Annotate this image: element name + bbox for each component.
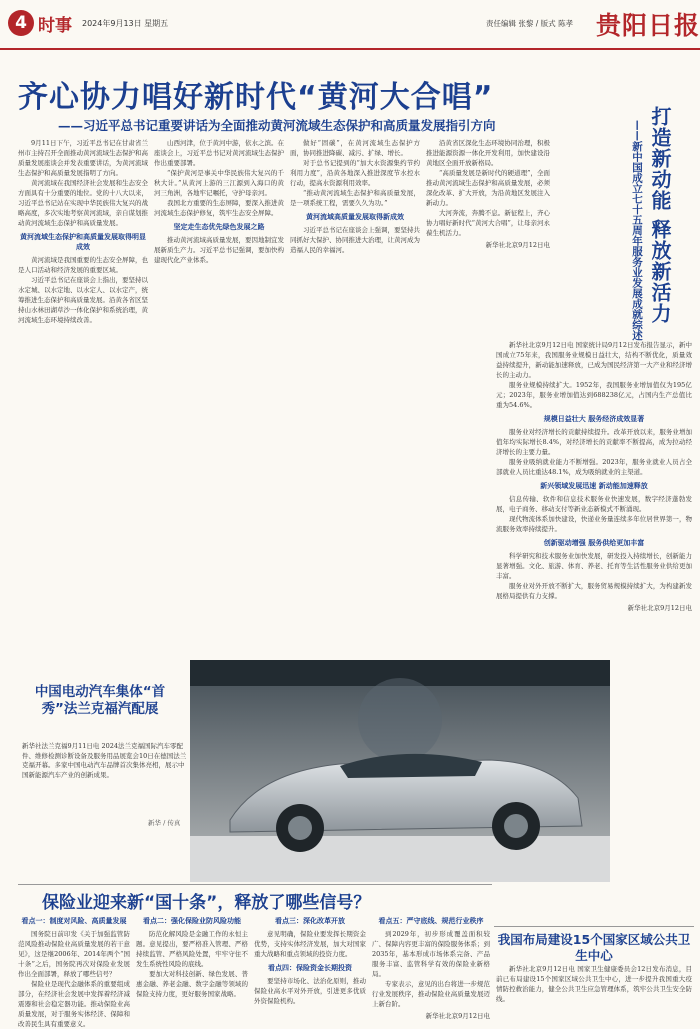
newspaper-masthead: 贵阳日报 — [596, 11, 700, 40]
dateline-signature: 新华社北京9月12日电 — [627, 604, 692, 612]
lead-column-3 — [290, 138, 420, 658]
paragraph: 信息传输、软件和信息技术服务业快速发展，数字经济蓬勃发展，电子商务、移动支付等新业态新模式不断涌现。 — [496, 495, 692, 513]
paragraph: 做好“固碳”，在黄河流域生态保护方面，协同推进降碳、减污、扩绿、增长。 — [290, 139, 420, 157]
paragraph: 习近平总书记在座谈会上指出，要坚持以水定城、以水定地、以水定人、以水定产，统筹推进生态保护和高质量发展。沿黄各省区坚持山水林田湖草沙一体化保护和系统治理，黄河流域生态环境持续改善。 — [18, 276, 148, 324]
sidebar-title: 打造新动能 释放新活力 — [648, 106, 672, 324]
paragraph: 服务业对经济增长的贡献持续提升。改革开放以来，服务业增加值年均实际增长8.4%，对经济增长的贡献率不断提高，成为拉动经济增长的主要力量。 — [496, 428, 692, 456]
paragraph: 对于总书记提到的“加大水资源集约节约利用力度”，沿黄各地深入推进深度节水控水行动，提高水资源利用效率。 — [290, 159, 420, 187]
paragraph: 新华社北京9月12日电 国家卫生健康委员会12日发布消息，目前已布局建设15个国家区域公共卫生中心，进一步提升我国重大疫情防控救治能力，健全公共卫生应急管理体系，筑牢公共卫生安全防线。 — [496, 965, 692, 1003]
paragraph: 新华社北京9月12日电 国家统计局9月12日发布报告显示，新中国成立75年来，我国服务业规模日益壮大，结构不断优化，质量效益持续提升，新动能加速释放，已成为国民经济第一大产业和经济增长的主动力。 — [496, 341, 692, 379]
paragraph: 我国北方重要的生态屏障，要深入推进黄河流域生态保护修复，筑牢生态安全屏障。 — [154, 199, 284, 217]
paragraph: 大河奔流，奔腾不息。新征程上，齐心协力唱好新时代“黄河大合唱”，让母亲河永葆生机活力。 — [426, 209, 550, 237]
insurance-column-3 — [254, 912, 366, 1005]
paragraph: “高质量发展是新时代的硬道理”，全面推动黄河流域生态保护和高质量发展，必须深化改革、扩大开放，为沿黄地区发展注入新动力。 — [426, 169, 550, 207]
insurance-subheading: 看点四：保险资金长期投资 — [268, 964, 352, 972]
paragraph: 到2029年，初步形成覆盖面积较广、保障内容更丰富的保险服务体系；到2035年，基本形成市场体系完备、产品服务丰富、监管科学有效的保险业新格局。 — [372, 930, 490, 978]
sidebar-subheading: 创新驱动增强 服务供给更加丰富 — [543, 539, 645, 547]
page-header — [0, 0, 700, 50]
electric-car-photo — [190, 660, 610, 882]
paragraph: “推动黄河流域生态保护和高质量发展，是一项系统工程，需要久久为功。” — [290, 189, 420, 207]
paragraph: “保护黄河是事关中华民族伟大复兴的千秋大计。”从黄河上游的三江源到入海口的黄河三角洲，各地牢记嘱托，守护母亲河。 — [154, 169, 284, 197]
editor-credits: 责任编辑 张黎 / 版式 陈孝 — [486, 19, 574, 28]
paragraph: 专家表示，意见的出台将进一步规范行业发展秩序，推动保险业高质量发展迈上新台阶。 — [372, 980, 490, 1008]
lead-subheadline: ——习近平总书记重要讲话为全面推动黄河流域生态保护和高质量发展指引方向 — [58, 118, 496, 133]
paragraph: 要坚持市场化、法治化原则，推动保险业高水平对外开放，引进更多优质外资保险机构。 — [254, 977, 366, 1005]
sidebar-subheading: 新兴领域发展迅速 新动能加速释放 — [540, 482, 648, 490]
insurance-subheading: 看点二：强化保险业防风险功能 — [143, 917, 241, 925]
insurance-subheading: 看点三：深化改革开放 — [275, 917, 345, 925]
section-name: 时事 — [38, 16, 72, 36]
lead-subheading: 黄河流域高质量发展取得新成效 — [306, 213, 404, 221]
photo-credit: 新华 / 传真 — [148, 819, 181, 827]
health-centers-body — [496, 964, 692, 1003]
lead-column-2 — [154, 138, 284, 658]
insurance-column-1 — [18, 912, 130, 1028]
insurance-column-2 — [136, 912, 248, 998]
health-centers-headline: 我国布局建设15个国家区域公共卫生中心 — [497, 932, 691, 963]
paragraph: 推动黄河流域高质量发展，要因地制宜发展新质生产力。习近平总书记强调，要加快构建现代化产业体系。 — [154, 236, 284, 264]
paragraph: 沿黄省区深化生态环境协同治理，积极推进能源资源一体化开发利用，加快建设沿黄地区全面开放新格局。 — [426, 139, 550, 167]
page-number: 4 — [8, 10, 34, 36]
paragraph: 服务业规模持续扩大。1952年，我国服务业增加值仅为195亿元；2023年，服务业增加值达到688238亿元，占国内生产总值比重为54.6%。 — [496, 381, 692, 409]
paragraph: 科学研究和技术服务业加快发展，研发投入持续增长，创新能力显著增强。文化、旅游、体育、养老、托育等生活性服务业供给更加丰富。 — [496, 552, 692, 580]
insurance-subheading: 看点五：严守底线、规范行业秩序 — [378, 917, 484, 925]
paragraph: 现代物流体系加快建设，快递业务量连续多年位居世界第一，物流服务效率持续提升。 — [496, 515, 692, 533]
paragraph: 意见明确，保险业要发挥长期资金优势，支持实体经济发展，加大对国家重大战略和重点领域的投资力度。 — [254, 930, 366, 958]
issue-date: 2024年9月13日 星期五 — [82, 19, 169, 28]
insurance-headline: 保险业迎来新“国十条”，释放了哪些信号？ — [42, 893, 371, 913]
lead-subheading: 坚定走生态优先绿色发展之路 — [173, 223, 265, 231]
insurance-column-4 — [372, 912, 490, 1020]
paragraph: 服务业对外开放不断扩大，服务贸易规模持续扩大，为构建新发展格局提供有力支撑。 — [496, 582, 692, 600]
dateline-signature: 新华社北京9月12日电 — [485, 241, 550, 249]
sidebar-subheading: 规模日益壮大 服务经济成效显著 — [543, 415, 645, 423]
section-divider — [494, 926, 694, 927]
paragraph: 黄河流域是我国重要的生态安全屏障，也是人口活动和经济发展的重要区域。 — [18, 256, 148, 274]
paragraph: 山西河津，位于黄河中游，依水之滨。在座谈会上，习近平总书记对黄河流域生态保护作出重要部署。 — [154, 139, 284, 167]
paragraph: 服务业吸纳就业能力不断增强。2023年，服务业就业人员占全部就业人员比重达48.1%，成为吸纳就业的主渠道。 — [496, 458, 692, 476]
lead-column-1 — [18, 138, 148, 658]
ev-story-headline: 中国电动汽车集体“首秀”法兰克福汽配展 — [34, 684, 166, 717]
paragraph: 防范化解风险是金融工作的永恒主题。意见提出，要严格准入管理、严格持续监管、严格风险处置，牢牢守住不发生系统性风险的底线。 — [136, 930, 248, 968]
paragraph: 国务院日前印发《关于加强监管防范风险推动保险业高质量发展的若干意见》，这是继2006年、2014年两个“国十条”之后，国务院再次对保险业发展作出全面部署，释放了哪些信号？ — [18, 930, 130, 978]
paragraph: 9月11日下午，习近平总书记在甘肃省兰州市主持召开全面推动黄河流域生态保护和高质量发展座谈会并发表重要讲话，为黄河流域生态保护和高质量发展指明了方向。 — [18, 139, 148, 177]
dateline-signature: 新华社北京9月12日电 — [425, 1012, 490, 1020]
lead-headline: 齐心协力唱好新时代“黄河大合唱” — [18, 80, 494, 115]
lead-subheading: 黄河流域生态保护和高质量发展取得明显成效 — [20, 233, 146, 251]
paragraph: 习近平总书记在座谈会上强调，要坚持共同抓好大保护、协同推进大治理，让黄河成为造福人民的幸福河。 — [290, 226, 420, 254]
sidebar-subtitle: ——新中国成立七十五周年服务业发展成就综述 — [631, 120, 643, 341]
paragraph: 黄河流域在我国经济社会发展和生态安全方面具有十分重要的地位。党的十八大以来，习近平总书记站在实现中华民族伟大复兴的战略高度，多次实地考察黄河流域，亲自谋划推动黄河流域生态保护和高质量发展。 — [18, 179, 148, 227]
paragraph: 保险业是现代金融体系的重要组成部分，在经济社会发展中发挥着经济减震器和社会稳定器功能。推动保险业高质量发展，对于服务实体经济、保障和改善民生具有重要意义。 — [18, 980, 130, 1028]
section-divider — [18, 884, 492, 885]
paragraph: 要加大对科技创新、绿色发展、普惠金融、养老金融、数字金融等领域的保险支持力度，更好服务国家战略。 — [136, 970, 248, 998]
ev-story-body: 新华社法兰克福9月11日电 2024法兰克福国际汽车零配件、维修检测诊断设备及服务用品展览会10日在德国法兰克福开幕。多家中国电动汽车品牌首次集体亮相，展示中国新能源汽车产业的创新成果。 — [22, 742, 187, 779]
insurance-subheading: 看点一：制度对风险、高质量发展 — [21, 917, 127, 925]
